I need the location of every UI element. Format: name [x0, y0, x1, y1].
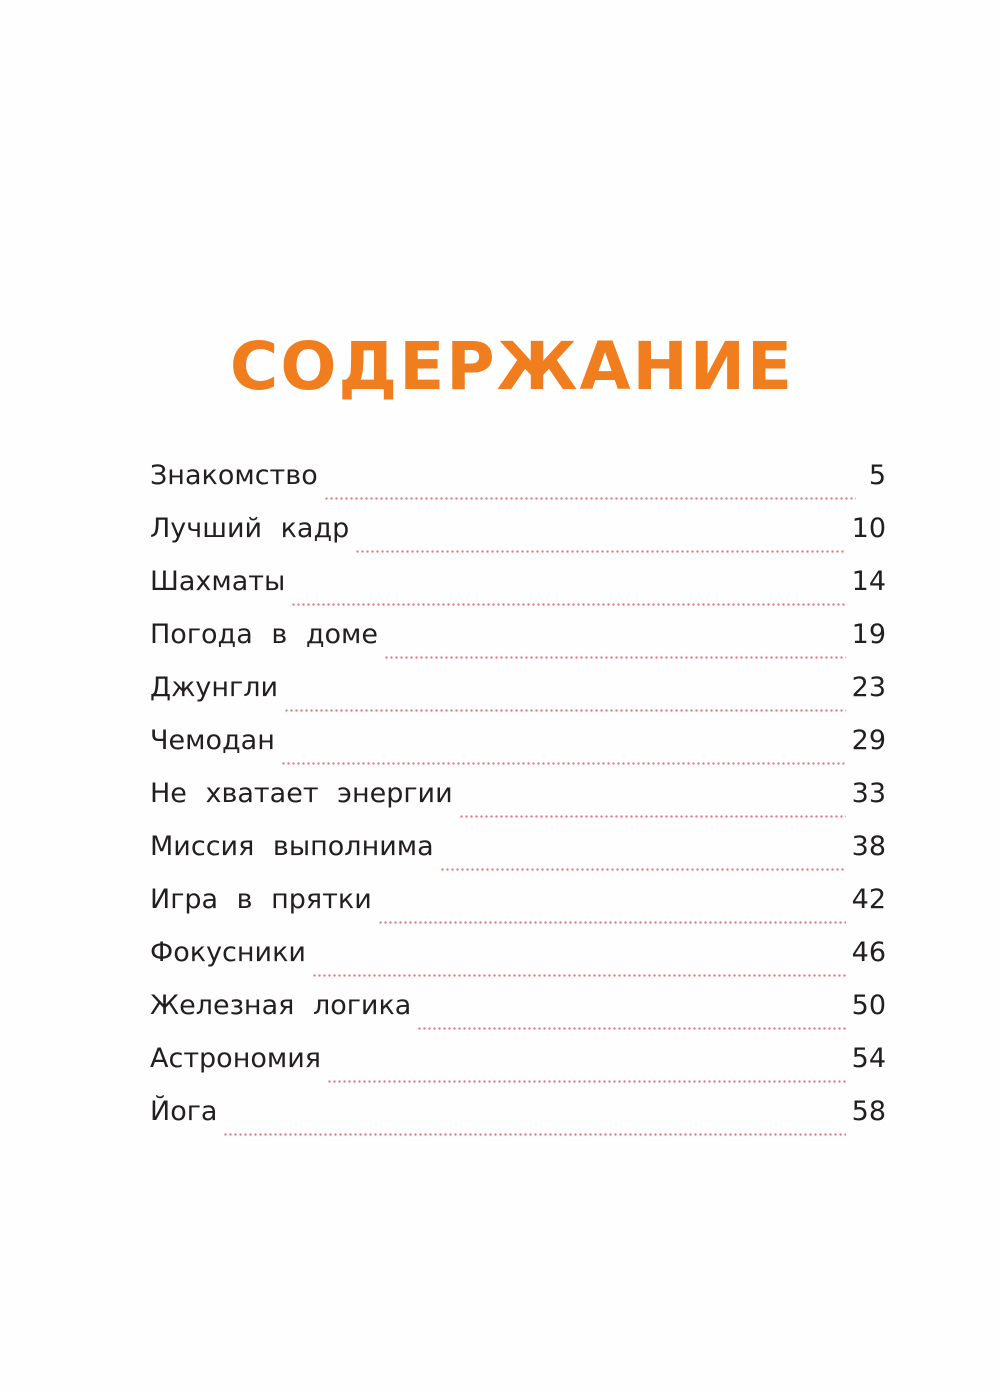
toc-entry-9: [150, 884, 886, 937]
dotted-leader: [378, 921, 846, 924]
dotted-leader: [284, 709, 846, 712]
toc-entry-6: [150, 725, 886, 778]
toc-entry-7: [150, 778, 886, 831]
toc-entry-title: Фокусники: [150, 937, 306, 968]
toc-entry-8: [150, 831, 886, 884]
toc-entry-title: Железная логика: [150, 990, 412, 1021]
toc-entry-title: Не хватает энергии: [150, 778, 453, 809]
toc-entry-title: Шахматы: [150, 566, 286, 597]
dotted-leader: [281, 762, 846, 765]
toc-entry-title: Чемодан: [150, 725, 275, 756]
toc-entry-page-number: 33: [851, 778, 886, 809]
toc-entry-page-number: 29: [851, 725, 886, 756]
toc-entry-title: Йога: [150, 1096, 218, 1127]
toc-entry-11: [150, 990, 886, 1043]
dotted-leader: [440, 868, 846, 871]
toc-entry-2: [150, 513, 886, 566]
toc-entry-page-number: 50: [851, 990, 886, 1021]
dotted-leader: [223, 1133, 845, 1136]
toc-entry-4: [150, 619, 886, 672]
toc-entry-page-number: 58: [851, 1096, 886, 1127]
toc-entry-page-number: 42: [851, 884, 886, 915]
dotted-leader: [417, 1027, 845, 1030]
dotted-leader: [324, 497, 856, 500]
toc-entry-13: [150, 1096, 886, 1149]
toc-entry-title: Миссия выполнима: [150, 831, 434, 862]
dotted-leader: [384, 656, 846, 659]
toc-entry-title: Игра в прятки: [150, 884, 372, 915]
toc-entry-page-number: 23: [851, 672, 886, 703]
toc-entry-title: Лучший кадр: [150, 513, 350, 544]
table-of-contents: [150, 460, 886, 1149]
toc-entry-page-number: 19: [851, 619, 886, 650]
toc-entry-1: [150, 460, 886, 513]
toc-entry-12: [150, 1043, 886, 1096]
toc-entry-5: [150, 672, 886, 725]
toc-entry-page-number: 10: [851, 513, 886, 544]
dotted-leader: [291, 603, 845, 606]
toc-entry-page-number: 38: [851, 831, 886, 862]
toc-entry-3: [150, 566, 886, 619]
toc-entry-10: [150, 937, 886, 990]
toc-entry-page-number: 5: [868, 460, 886, 491]
dotted-leader: [355, 550, 845, 553]
page-title: СОДЕРЖАНИЕ: [229, 328, 795, 406]
toc-entry-page-number: 54: [851, 1043, 886, 1074]
toc-entry-title: Погода в доме: [150, 619, 378, 650]
toc-entry-title: Джунгли: [150, 672, 279, 703]
toc-entry-title: Астрономия: [150, 1043, 322, 1074]
toc-entry-page-number: 46: [851, 937, 886, 968]
toc-entry-page-number: 14: [851, 566, 886, 597]
dotted-leader: [312, 974, 846, 977]
dotted-leader: [327, 1080, 846, 1083]
dotted-leader: [459, 815, 846, 818]
toc-entry-title: Знакомство: [150, 460, 318, 491]
